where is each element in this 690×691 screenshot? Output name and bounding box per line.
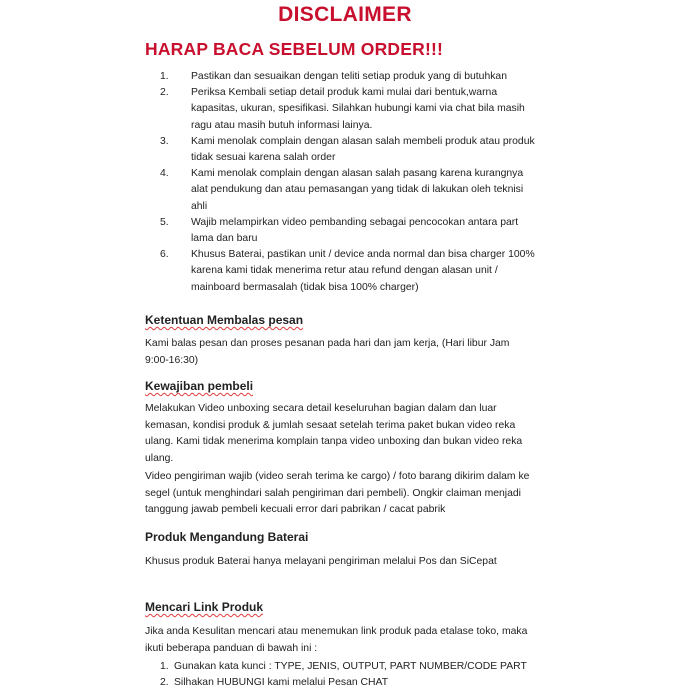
guide-item — [160, 659, 527, 675]
guide-number: 2. — [160, 677, 169, 688]
section-body-battery: Khusus produk Baterai hanya melayani pengiriman melalui Pos dan SiCepat — [145, 556, 497, 567]
rule-text: Kami menolak complain dengan alasan salah pasang karena kurangnya alat pendukung dan atau pemasangan yang tidak di lakukan oleh teknisi ahli — [191, 168, 524, 212]
guide-item — [160, 675, 527, 691]
rules-list — [158, 69, 538, 296]
section-body-search: Jika anda Kesulitan mencari atau menemukan link produk pada etalase toko, maka ikuti beberapa panduan di bawah ini : — [145, 626, 528, 654]
rule-text: Wajib melampirkan video pembanding sebagai pencocokan antara part lama dan baru — [191, 216, 519, 245]
rule-text: Periksa Kembali setiap detail produk kami mulai dari bentuk,warna kapasitas, ukuran, spesifikasi. Silahkan hubungi kami via chat bila masih ragu atau masih butuh informasi lainya. — [191, 87, 525, 131]
section-body-reply: Kami balas pesan dan proses pesanan pada hari dan jam kerja, (Hari libur Jam 9:00-16:30) — [145, 338, 510, 366]
rule-item — [158, 85, 538, 134]
section-body-buyer-unboxing: Melakukan Video unboxing secara detail keseluruhan bagian dalam dan luar kemasan, kondisi produk & jumlah sesaat setelah terima paket bukan video reka ulang. Kami tidak menerima komplain tanpa video unboxing dan bukan video reka ulang. — [145, 403, 523, 464]
rule-number: 1. — [160, 71, 169, 82]
rule-number: 2. — [160, 87, 169, 99]
rule-item — [158, 215, 538, 247]
rule-item — [158, 69, 538, 85]
guide-text: Silhakan HUBUNGI kami melalui Pesan CHAT — [174, 677, 389, 688]
rule-item — [158, 166, 538, 215]
rule-text: Pastikan dan sesuaikan dengan teliti setiap produk yang di butuhkan — [191, 71, 507, 82]
rule-number: 4. — [160, 168, 169, 180]
rule-number: 5. — [160, 216, 169, 228]
page-title: DISCLAIMER — [278, 3, 412, 26]
guide-number: 1. — [160, 661, 169, 672]
section-heading-buyer: Kewajiban pembeli — [145, 379, 254, 393]
rule-number: 6. — [160, 249, 169, 261]
section-heading-reply: Ketentuan Membalas pesan — [145, 313, 304, 327]
rule-number: 3. — [160, 135, 169, 147]
rule-item — [158, 134, 538, 166]
rule-text: Khusus Baterai, pastikan unit / device anda normal dan bisa charger 100% karena kami tidak menerima retur atau refund dengan alasan unit / mainboard bermasalah (tidak bisa 100% charger) — [191, 249, 535, 293]
guide-text: Gunakan kata kunci : TYPE, JENIS, OUTPUT, PART NUMBER/CODE PART — [174, 661, 527, 672]
section-body-buyer-shipping: Video pengiriman wajib (video serah terima ke cargo) / foto barang dikirim dalam ke segel (untuk menghindari salah pengiriman dari pembeli). Ongkir claiman menjadi tanggung jawab pembeli kecuali error dari pabrikan / cacat pabrik — [145, 471, 530, 515]
rule-text: Kami menolak complain dengan alasan salah membeli produk atau produk tidak sesuai karena salah order — [191, 135, 535, 164]
rule-item — [158, 247, 538, 296]
section-heading-battery: Produk Mengandung Baterai — [145, 530, 309, 544]
guide-list — [160, 659, 527, 691]
section-heading-search: Mencari Link Produk — [145, 600, 264, 614]
page-subtitle: HARAP BACA SEBELUM ORDER!!! — [145, 39, 444, 59]
